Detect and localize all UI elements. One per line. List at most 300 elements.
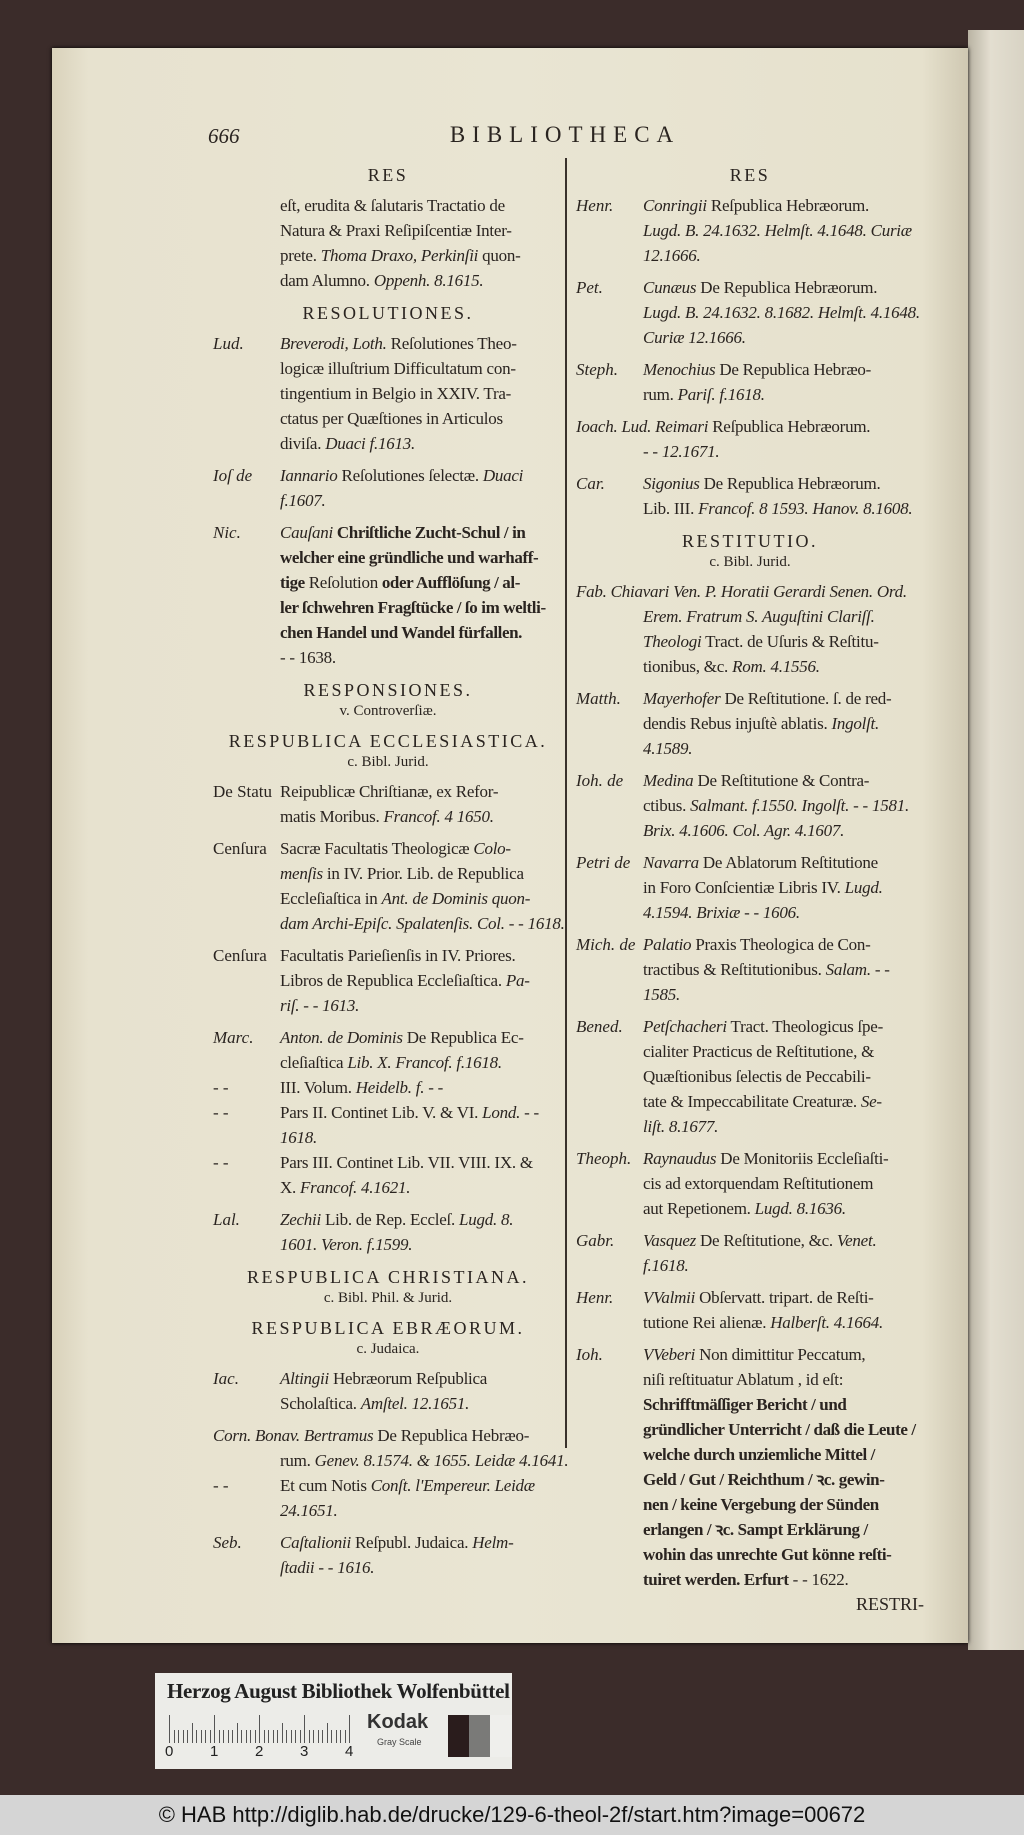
text-run: Lib. de Rep. Eccleſ. <box>321 1210 460 1229</box>
fraktur-run: nen / keine Vergebung der Sünden <box>643 1495 879 1514</box>
italic-run: Anton. de Dominis <box>280 1028 403 1047</box>
entry-label: - - <box>213 1078 229 1097</box>
italic-run: Conringii <box>643 196 707 215</box>
bibliography-entry <box>576 686 924 761</box>
gray-swatch <box>448 1715 470 1757</box>
fraktur-run: erlangen / ꝛc. Sampt Erklärung / <box>643 1520 868 1539</box>
bibliography-entry <box>213 1530 563 1580</box>
italic-run: Duaci f.1613. <box>325 434 415 453</box>
italic-run: Mayerhofer <box>643 689 721 708</box>
section-heading-text: RESPUBLICA ECCLESIASTICA. <box>228 731 548 751</box>
entry-line <box>280 620 563 645</box>
text-run: rum. <box>643 385 678 404</box>
entry-line <box>643 1146 924 1171</box>
italic-run: 1618. <box>280 1128 317 1147</box>
entry-line <box>643 325 924 350</box>
section-heading <box>213 164 563 186</box>
ruler-tick <box>192 1723 193 1743</box>
bibliography-entry <box>576 579 924 679</box>
text-run: De Ablatorum Reſtitutione <box>698 853 878 872</box>
ruler-tick <box>282 1723 283 1743</box>
fraktur-run: ler ſchwehren Fragſtücke / ſo im weltli- <box>280 598 546 617</box>
italic-run: Lugd. <box>844 878 883 897</box>
entry-line <box>280 1075 563 1100</box>
entry-line <box>643 357 924 382</box>
text-run: III. Volum. <box>280 1078 356 1097</box>
italic-run: f.1618. <box>643 1256 689 1275</box>
entry-line <box>643 1253 924 1278</box>
entry-line <box>643 736 924 761</box>
ruler-tick <box>223 1730 224 1743</box>
ruler-tick <box>273 1730 274 1743</box>
text-run: Scholaſtica. <box>280 1394 361 1413</box>
italic-run: Brix. 4.1606. Col. Agr. 4.1607. <box>643 821 845 840</box>
fraktur-run: tige <box>280 573 309 592</box>
entry-line <box>280 268 563 293</box>
bibliography-entry <box>213 1100 563 1150</box>
italic-run: 24.1651. <box>280 1501 338 1520</box>
italic-run: Raynaudus <box>643 1149 717 1168</box>
italic-run: Palatio <box>643 935 692 954</box>
bibliography-entry <box>576 357 924 407</box>
entry-line <box>643 1310 924 1335</box>
italic-run: Altingii <box>280 1369 329 1388</box>
ruler-tick <box>187 1730 188 1743</box>
entry-line: niſi reſtituatur Ablatum , id eſt: <box>643 1370 844 1389</box>
italic-run: Lugd. 8.1636. <box>754 1199 846 1218</box>
bibliography-entry <box>576 850 924 925</box>
bibliography-entry <box>213 1473 563 1523</box>
entry-label: - - <box>213 1476 229 1495</box>
italic-run: Ioach. Lud. Reimari <box>576 417 709 436</box>
text-run: X. <box>280 1178 301 1197</box>
text-run: De Republica Hebræorum. <box>699 474 881 493</box>
text-run: ctibus. <box>643 796 691 815</box>
entry-line <box>280 520 563 545</box>
entry-label: - - <box>213 1153 229 1172</box>
copyright-footer: © HAB http://diglib.hab.de/drucke/129-6-theol-2f/start.htm?image=00672 <box>0 1795 1024 1835</box>
entry-line <box>643 957 924 982</box>
entry-line <box>280 886 563 911</box>
text-run: matis Moribus. <box>280 807 384 826</box>
italic-run: Caſtalionii <box>280 1533 351 1552</box>
running-head: BIBLIOTHECA <box>449 122 681 147</box>
entry-label: Cenſura <box>213 946 267 965</box>
cross-reference: c. Bibl. Jurid. <box>347 754 429 770</box>
italic-run: Salmant. f.1550. Ingolſt. - - 1581. <box>690 796 909 815</box>
text-run: Non dimittitur Peccatum, <box>695 1345 866 1364</box>
bibliography-entry <box>576 1342 924 1592</box>
entry-line <box>280 1366 563 1391</box>
italic-run: Lugd. 8. <box>459 1210 514 1229</box>
ruler-tick <box>313 1730 314 1743</box>
bibliography-entry <box>213 520 563 670</box>
text-run: De Republica Hebræo- <box>715 360 872 379</box>
text-run: tionibus, &c. <box>643 657 733 676</box>
entry-line <box>643 875 924 900</box>
entry-line <box>643 654 924 679</box>
text-run: De Republica Hebræo- <box>373 1426 530 1445</box>
italic-run: Rom. 4.1556. <box>732 657 820 676</box>
text-run: Reſolutiones ſelectæ. <box>337 466 483 485</box>
entry-label: Cenſura <box>213 839 267 858</box>
italic-run: Zechii <box>280 1210 321 1229</box>
bibliography-entry <box>213 1366 563 1416</box>
italic-run: Halberſt. 4.1664. <box>770 1313 884 1332</box>
text-run: Et cum Notis <box>280 1476 371 1495</box>
text-run: aut Repetionem. <box>643 1199 755 1218</box>
library-name: Herzog August Bibliothek Wolfenbüttel <box>167 1679 510 1703</box>
text-run: Pars II. Continet Lib. V. & VI. <box>280 1103 483 1122</box>
ruler-number: 1 <box>210 1743 219 1760</box>
entry-label: Lal. <box>213 1210 240 1229</box>
text-run: quon- <box>478 246 521 265</box>
italic-run: Francof. 4 1650. <box>383 807 494 826</box>
entry-line <box>280 243 563 268</box>
bibliography-entry <box>213 836 563 936</box>
text-run: Tract. Theologicus ſpe- <box>726 1017 883 1036</box>
entry-label: De Statu <box>213 782 273 801</box>
section-heading <box>213 302 563 324</box>
entry-line <box>280 861 563 886</box>
text-run: tractibus & Reſtitutionibus. <box>643 960 826 979</box>
text-run: Reſpublica Hebræorum. <box>708 417 871 436</box>
entry-line <box>280 570 563 595</box>
entry-line <box>280 1555 563 1580</box>
entry-line <box>643 768 924 793</box>
ruler-tick <box>277 1730 278 1743</box>
gray-scale-label: Gray Scale <box>377 1737 422 1747</box>
entry-line: Natura & Praxi Reſipiſcentiæ Inter- <box>280 221 512 240</box>
ruler-number: 3 <box>300 1743 309 1760</box>
entry-line: Facultatis Parieſienſis in IV. Priores. <box>280 946 516 965</box>
ruler-tick <box>291 1730 292 1743</box>
ruler-tick <box>295 1730 296 1743</box>
text-run: Reſpubl. Judaica. <box>350 1533 473 1552</box>
italic-run: menſis <box>280 864 323 883</box>
text-run: De Reſtitutione, &c. <box>696 1231 837 1250</box>
text-run: in IV. Prior. Lib. de Republica <box>322 864 524 883</box>
entry-line <box>643 471 924 496</box>
ruler-tick <box>309 1730 310 1743</box>
entry-line <box>643 1442 924 1467</box>
ruler <box>169 1715 349 1743</box>
section-heading <box>576 530 924 572</box>
entry-line <box>280 1530 563 1555</box>
entry-line <box>643 275 924 300</box>
text-run: diviſa. <box>280 434 326 453</box>
ruler-tick <box>259 1715 260 1743</box>
entry-line <box>643 1089 924 1114</box>
entry-line <box>280 1025 563 1050</box>
entry-line <box>643 1542 924 1567</box>
italic-run: Thoma Draxo, Perkinſii <box>320 246 479 265</box>
entry-label: Nic. <box>213 523 241 542</box>
entry-line: cialiter Practicus de Reſtitutione, & <box>643 1042 875 1061</box>
gray-swatch <box>490 1715 512 1757</box>
text-run: De Reſtitutione. ſ. de red- <box>720 689 892 708</box>
italic-run: Genev. 8.1574. & 1655. Leidæ 4.1641. <box>314 1451 569 1470</box>
ruler-tick <box>250 1730 251 1743</box>
text-run: Obſervatt. tripart. de Reſti- <box>695 1288 874 1307</box>
italic-run: Lugd. B. 24.1632. 8.1682. Helmſt. 4.1648. <box>643 303 920 322</box>
bibliography-entry <box>213 1207 563 1257</box>
italic-run: Ingolſt. <box>831 714 880 733</box>
entry-line <box>280 1125 563 1150</box>
cross-reference: v. Controverſiæ. <box>339 703 437 719</box>
entry-line <box>280 1207 563 1232</box>
ruler-tick <box>214 1715 215 1743</box>
entry-line <box>280 463 563 488</box>
section-heading <box>576 164 924 186</box>
section-heading-text: RESPUBLICA EBRÆORUM. <box>251 1318 525 1338</box>
text-run: in Foro Conſcientiæ Libris IV. <box>643 878 845 897</box>
italic-run: Lib. X. Francof. f.1618. <box>347 1053 502 1072</box>
text-run: dam Alumno. <box>280 271 374 290</box>
text-run: Libros de Republica Eccleſiaſtica. <box>280 971 506 990</box>
ruler-number: 0 <box>165 1743 174 1760</box>
entry-line <box>643 1342 924 1367</box>
bibliography-entry <box>213 779 563 829</box>
page-number: 666 <box>208 124 240 148</box>
entry-line <box>280 804 563 829</box>
italic-run: Pariſ. f.1618. <box>677 385 765 404</box>
ruler-tick <box>219 1730 220 1743</box>
bibliography-entry <box>213 193 563 293</box>
text-run: Lib. III. <box>643 499 699 518</box>
italic-run: 1601. Veron. f.1599. <box>280 1235 413 1254</box>
entry-line <box>643 900 924 925</box>
entry-label: Ioh. <box>576 1345 603 1364</box>
entry-line <box>643 1492 924 1517</box>
italic-run: dam Archi-Epiſc. Spalatenſis. Col. - - 1618. <box>280 914 565 933</box>
entry-line <box>643 243 924 268</box>
entry-label: Seb. <box>213 1533 242 1552</box>
bibliography-entry <box>576 275 924 350</box>
ruler-tick <box>264 1730 265 1743</box>
ruler-tick <box>345 1730 346 1743</box>
entry-line <box>643 1285 924 1310</box>
entry-line <box>643 193 924 218</box>
entry-line: logicæ illuſtrium Difficultatum con- <box>280 359 516 378</box>
italic-run: VValmii <box>643 1288 696 1307</box>
entry-line <box>280 1100 563 1125</box>
italic-run: Vasquez <box>643 1231 697 1250</box>
entry-label: Matth. <box>576 689 621 708</box>
entry-label: Henr. <box>576 1288 614 1307</box>
italic-run: Sigonius <box>643 474 700 493</box>
ruler-tick <box>169 1715 170 1743</box>
text-run: De Republica Hebræorum. <box>696 278 878 297</box>
entry-label: - - <box>213 1103 229 1122</box>
entry-line <box>280 595 563 620</box>
entry-line <box>643 439 924 464</box>
ruler-tick <box>304 1715 305 1743</box>
fraktur-run: chen Handel und Wandel fürfallen. <box>280 623 523 642</box>
text-run: De Republica Ec- <box>402 1028 524 1047</box>
section-heading-text: RES <box>367 165 409 185</box>
entry-line <box>280 1391 563 1416</box>
bibliography-entry <box>213 1423 569 1473</box>
italic-run: Helm- <box>472 1533 514 1552</box>
entry-label: Ioh. de <box>576 771 624 790</box>
text-run: tate & Impeccabilitate Creaturæ. <box>643 1092 861 1111</box>
entry-line <box>280 1232 563 1257</box>
section-heading-text: RESTITUTIO. <box>682 531 818 551</box>
entry-line <box>643 1467 924 1492</box>
text-run: De Monitoriis Eccleſiaſti- <box>716 1149 889 1168</box>
italic-run: Duaci <box>482 466 524 485</box>
text-run: - - 1622. <box>788 1570 849 1589</box>
entry-line <box>576 579 924 604</box>
entry-line <box>643 1417 924 1442</box>
ruler-tick <box>174 1730 175 1743</box>
italic-run: Fab. Chiavari Ven. P. Horatii Gerardi Senen. Ord. <box>576 582 907 601</box>
ruler-tick <box>232 1730 233 1743</box>
bibliography-entry <box>213 1150 563 1200</box>
italic-run: Corn. Bonav. Bertramus <box>213 1426 374 1445</box>
entry-line <box>643 496 924 521</box>
entry-line: Pars III. Continet Lib. VII. VIII. IX. & <box>280 1153 533 1172</box>
ruler-tick <box>300 1730 301 1743</box>
fraktur-run: welcher eine gründliche und warhaff- <box>280 548 539 567</box>
entry-line <box>280 1175 563 1200</box>
entry-line <box>643 818 924 843</box>
entry-line <box>280 1050 563 1075</box>
ruler-tick <box>331 1730 332 1743</box>
entry-line: tingentium in Belgio in XXIV. Tra- <box>280 384 512 403</box>
entry-label: Car. <box>576 474 605 493</box>
entry-label: Lud. <box>213 334 244 353</box>
entry-label: Bened. <box>576 1017 623 1036</box>
italic-run: Salam. - - <box>825 960 890 979</box>
entry-line <box>213 1423 563 1448</box>
italic-run: Venet. <box>836 1231 877 1250</box>
ruler-tick <box>237 1723 238 1743</box>
ruler-tick <box>340 1730 341 1743</box>
entry-line: cis ad extorquendam Reſtitutionem <box>643 1174 874 1193</box>
section-heading-text: RES <box>729 165 771 185</box>
catchword: RESTRI- <box>855 1594 924 1614</box>
italic-run: Medina <box>643 771 694 790</box>
italic-run: - - 12.1671. <box>643 442 720 461</box>
text-run: cleſiaſtica <box>280 1053 348 1072</box>
entry-line <box>280 836 563 861</box>
bibliography-entry <box>213 331 563 456</box>
entry-line <box>643 604 924 629</box>
bibliography-entry <box>576 1285 924 1335</box>
italic-run: 12.1666. <box>643 246 701 265</box>
fraktur-run: wohin das unrechte Gut könne reſti- <box>643 1545 892 1564</box>
entry-line <box>280 911 563 936</box>
text-run: Sacræ Facultatis Theologicæ <box>280 839 474 858</box>
text-run: Reſolution <box>308 573 378 592</box>
entry-line <box>643 300 924 325</box>
bibliography-entry <box>576 471 924 521</box>
italic-run: 4.1594. Brixiæ - - 1606. <box>643 903 800 922</box>
bibliography-entry <box>576 1146 924 1221</box>
right-column <box>576 155 924 1615</box>
italic-run: Pa- <box>505 971 530 990</box>
ruler-tick <box>336 1730 337 1743</box>
entry-line: ctatus per Quæſtiones in Articulos <box>280 409 503 428</box>
italic-run: Francof. 4.1621. <box>300 1178 411 1197</box>
bibliography-entry <box>213 943 563 1018</box>
italic-run: Heidelb. f. - - <box>355 1078 444 1097</box>
entry-line <box>643 218 924 243</box>
ruler-tick <box>228 1730 229 1743</box>
fraktur-run: Geld / Gut / Reichthum / ꝛc. gewin- <box>643 1470 885 1489</box>
ruler-tick <box>178 1730 179 1743</box>
entry-line <box>643 1014 924 1039</box>
italic-run: riſ. - - 1613. <box>280 996 360 1015</box>
ruler-tick <box>322 1730 323 1743</box>
entry-line <box>280 993 563 1018</box>
italic-run: Curiæ 12.1666. <box>643 328 746 347</box>
fraktur-run: gründlicher Unterricht / daß die Leute / <box>643 1420 916 1439</box>
fraktur-run: welche durch unziemliche Mittel / <box>643 1445 875 1464</box>
fraktur-run: tuiret werden. Erfurt <box>643 1570 789 1589</box>
text-run: tutione Rei alienæ. <box>643 1313 771 1332</box>
entry-line <box>280 331 563 356</box>
column-divider <box>565 158 567 1448</box>
ruler-tick <box>210 1730 211 1743</box>
entry-line: Quæſtionibus ſelectis de Peccabili- <box>643 1067 871 1086</box>
bibliography-entry <box>576 193 924 268</box>
text-run: Reſolutiones Theo- <box>386 334 517 353</box>
italic-run: ſtadii - - 1616. <box>280 1558 375 1577</box>
text-run: rum. <box>280 1451 315 1470</box>
entry-label: Petri de <box>576 853 631 872</box>
italic-run: Menochius <box>643 360 716 379</box>
cross-reference: c. Bibl. Jurid. <box>709 554 791 570</box>
bibliography-entry <box>213 1075 563 1100</box>
italic-run: 4.1589. <box>643 739 693 758</box>
section-heading <box>213 730 563 772</box>
entry-line <box>280 1448 569 1473</box>
entry-line <box>643 629 924 654</box>
section-heading-text: RESPONSIONES. <box>303 680 473 700</box>
adjacent-page-edge <box>968 30 1024 1650</box>
entry-line <box>280 488 563 513</box>
text-run: Tract. de Uſuris & Reſtitu- <box>701 632 879 651</box>
italic-run: 1585. <box>643 985 680 1004</box>
entry-line <box>280 1473 563 1498</box>
gray-swatch <box>469 1715 491 1757</box>
italic-run: f.1607. <box>280 491 326 510</box>
italic-run: Cunæus <box>643 278 697 297</box>
italic-run: Amſtel. 12.1651. <box>360 1394 470 1413</box>
cross-reference: c. Bibl. Phil. & Jurid. <box>323 1290 453 1306</box>
text-run: prete. <box>280 246 321 265</box>
ruler-tick <box>318 1730 319 1743</box>
entry-label: Theoph. <box>576 1149 632 1168</box>
text-run: De Reſtitutione & Contra- <box>693 771 870 790</box>
entry-line: eſt, erudita & ſalutaris Tractatio de <box>280 196 505 215</box>
entry-label: Marc. <box>213 1028 254 1047</box>
entry-line: Reipublicæ Chriſtianæ, ex Refor- <box>280 782 499 801</box>
ruler-tick <box>205 1730 206 1743</box>
bibliography-entry <box>576 1014 924 1139</box>
cross-reference: c. Judaica. <box>356 1341 420 1357</box>
fraktur-run: oder Aufflöſung / al- <box>377 573 520 592</box>
section-heading <box>213 1266 563 1308</box>
ruler-tick <box>286 1730 287 1743</box>
ruler-number: 4 <box>345 1743 354 1760</box>
italic-run: Conſt. l'Empereur. Leidæ <box>370 1476 535 1495</box>
ruler-tick <box>183 1730 184 1743</box>
entry-line <box>643 1517 924 1542</box>
